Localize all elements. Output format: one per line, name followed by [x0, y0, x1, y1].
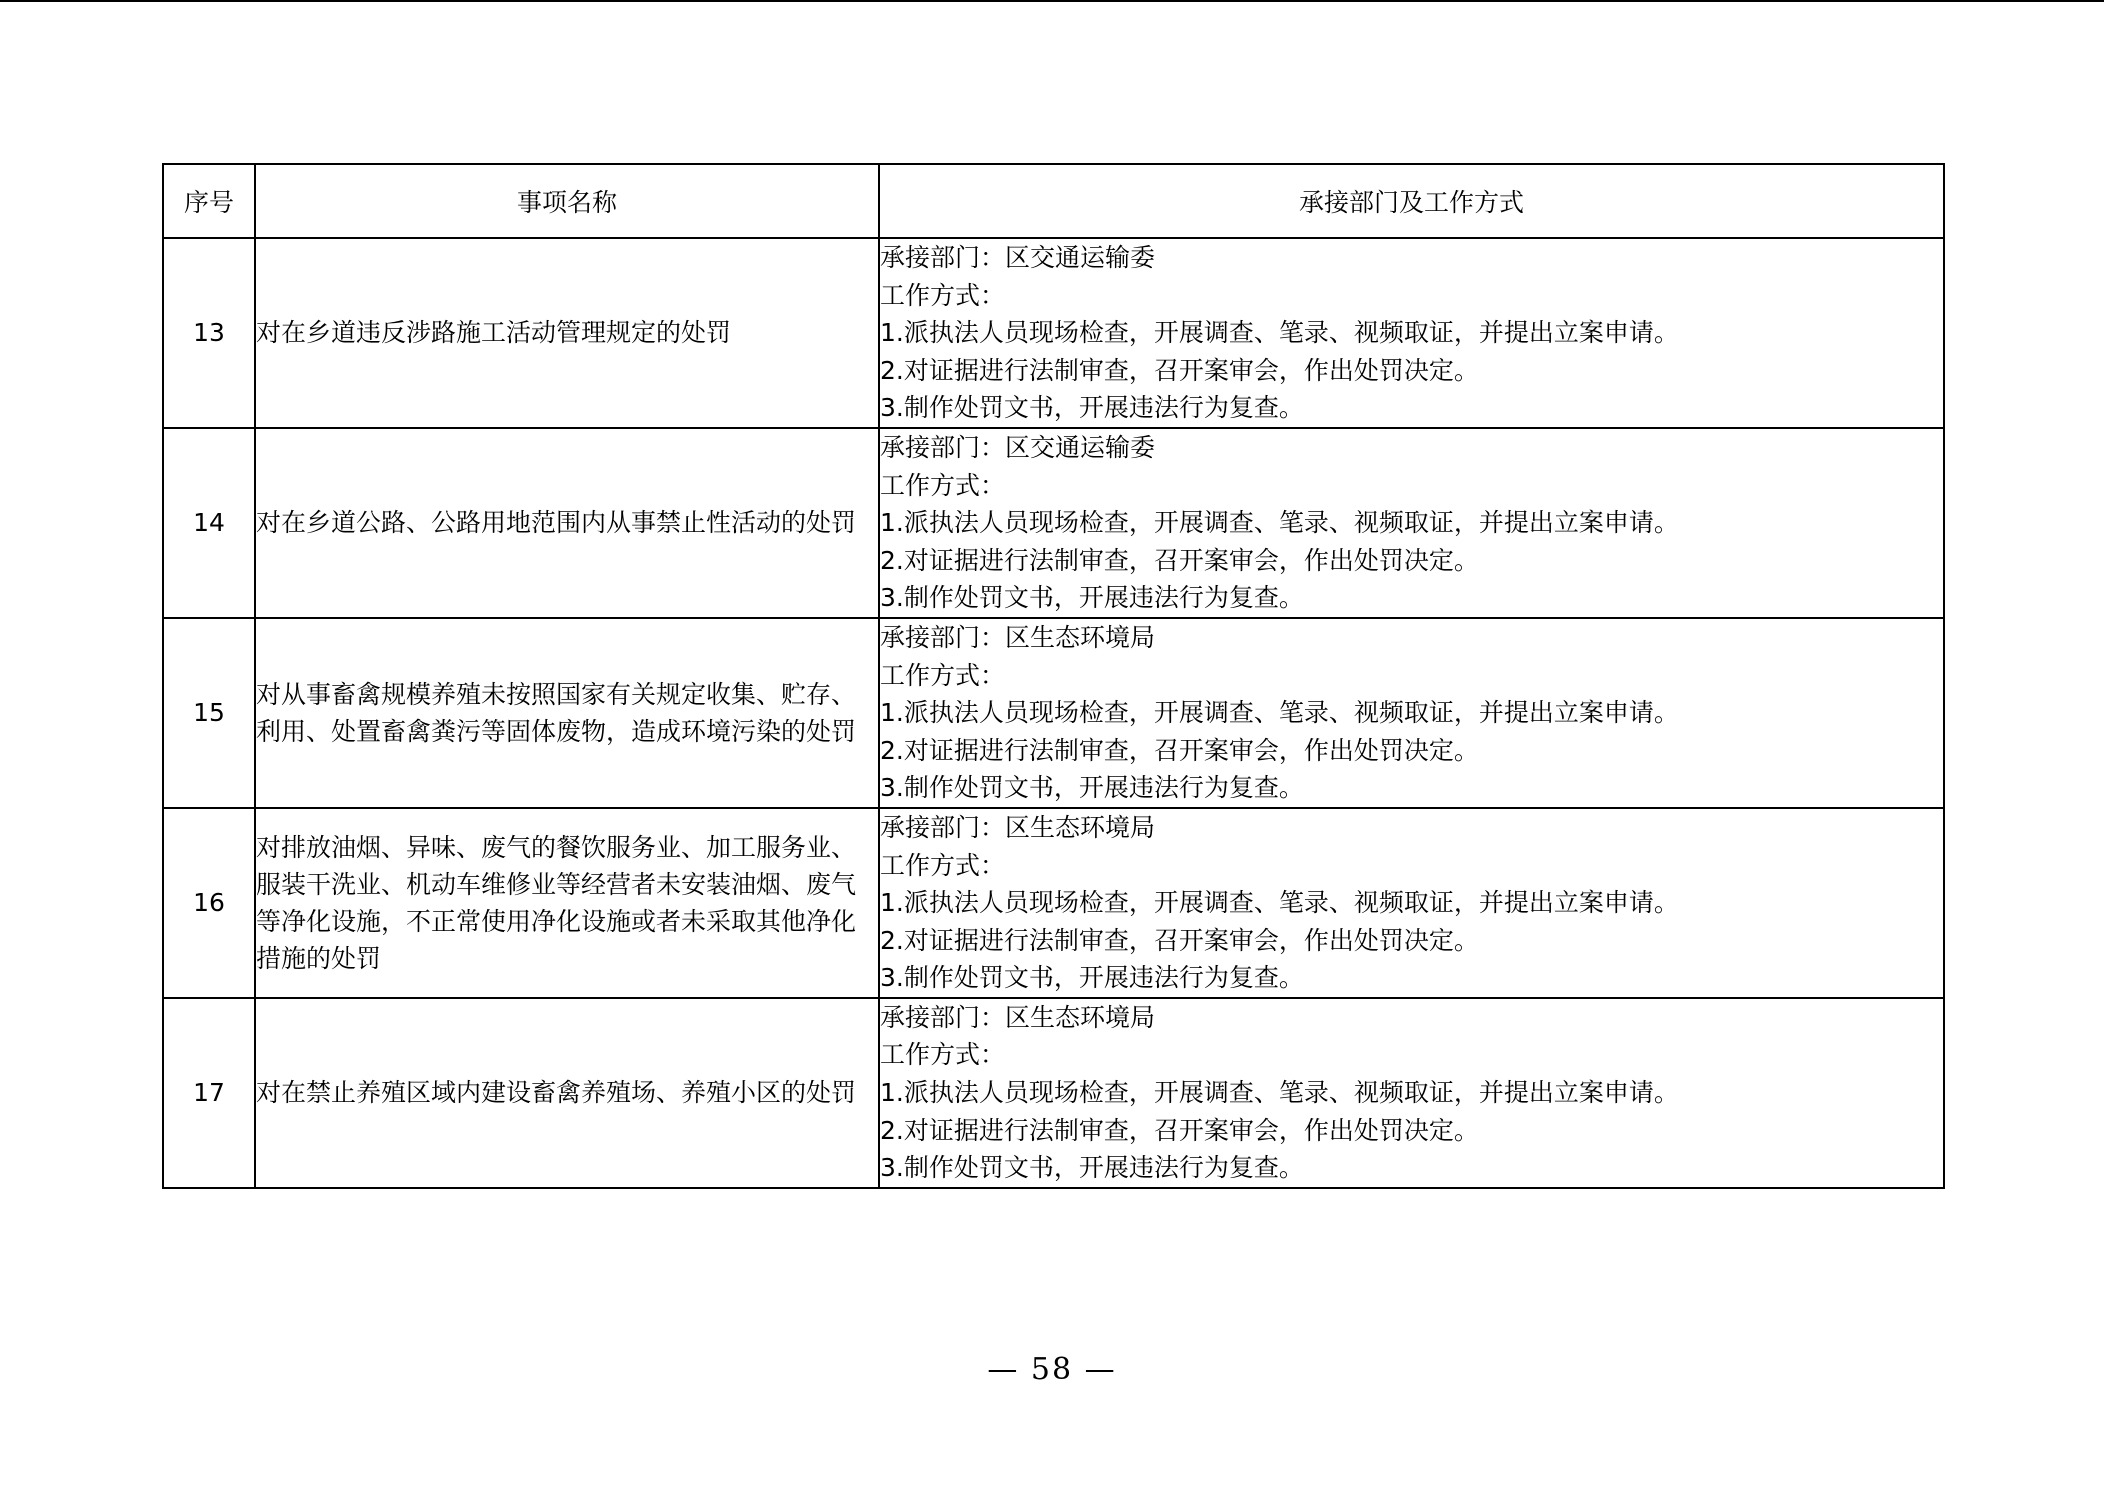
- method-step: 3.制作处罚文书，开展违法行为复查。: [880, 583, 1304, 613]
- department-label: 承接部门：区生态环境局: [880, 1002, 1156, 1032]
- matter-name: 对在乡道公路、公路用地范围内从事禁止性活动的处罚: [255, 428, 879, 618]
- method-step: 3.制作处罚文书，开展违法行为复查。: [880, 1153, 1304, 1183]
- matter-name: 对排放油烟、异味、废气的餐饮服务业、加工服务业、服装干洗业、机动车维修业等经营者未安装油烟、废气等净化设施，不正常使用净化设施或者未采取其他净化措施的处罚: [255, 808, 879, 998]
- department-label: 承接部门：区交通运输委: [880, 243, 1156, 272]
- method-step: 2.对证据进行法制审查，召开案审会，作出处罚决定。: [880, 545, 1479, 575]
- row-number: 15: [163, 618, 255, 808]
- table-header-row: [163, 164, 1944, 238]
- matter-name: 对在禁止养殖区域内建设畜禽养殖场、养殖小区的处罚: [255, 998, 879, 1188]
- top-border-rule: [0, 0, 2104, 2]
- header-matter-name: 事项名称: [255, 164, 879, 238]
- method-label: 工作方式：: [880, 470, 1006, 500]
- department-label: 承接部门：区交通运输委: [880, 432, 1156, 462]
- method-step: 2.对证据进行法制审查，召开案审会，作出处罚决定。: [880, 355, 1479, 385]
- table-row: [163, 998, 1944, 1188]
- department-cell: [879, 428, 1944, 618]
- method-label: 工作方式：: [880, 850, 1006, 880]
- department-cell: [879, 808, 1944, 998]
- method-step: 2.对证据进行法制审查，召开案审会，作出处罚决定。: [880, 925, 1479, 955]
- table-row: [163, 428, 1944, 618]
- method-label: 工作方式：: [880, 280, 1006, 310]
- department-cell: [879, 238, 1944, 428]
- table-row: [163, 238, 1944, 428]
- method-step: 1.派执法人员现场检查，开展调查、笔录、视频取证，并提出立案申请。: [880, 698, 1679, 728]
- method-label: 工作方式：: [880, 660, 1006, 690]
- matter-name: 对从事畜禽规模养殖未按照国家有关规定收集、贮存、利用、处置畜禽粪污等固体废物，造成环境污染的处罚: [255, 618, 879, 808]
- department-label: 承接部门：区生态环境局: [880, 812, 1156, 842]
- header-serial-number: 序号: [163, 164, 255, 238]
- method-step: 3.制作处罚文书，开展违法行为复查。: [880, 963, 1304, 993]
- method-step: 3.制作处罚文书，开展违法行为复查。: [880, 773, 1304, 803]
- method-step: 1.派执法人员现场检查，开展调查、笔录、视频取证，并提出立案申请。: [880, 888, 1679, 918]
- row-number: 16: [163, 808, 255, 998]
- method-step: 1.派执法人员现场检查，开展调查、笔录、视频取证，并提出立案申请。: [880, 508, 1679, 538]
- row-number: 13: [163, 238, 255, 428]
- header-department-and-method: 承接部门及工作方式: [879, 164, 1944, 238]
- table-row: [163, 808, 1944, 998]
- matters-table: [162, 163, 1945, 1189]
- table-row: [163, 618, 1944, 808]
- method-label: 工作方式：: [880, 1040, 1006, 1070]
- method-step: 2.对证据进行法制审查，召开案审会，作出处罚决定。: [880, 735, 1479, 765]
- page-number: — 58 —: [987, 1352, 1117, 1387]
- matter-name: 对在乡道违反涉路施工活动管理规定的处罚: [255, 238, 879, 428]
- method-step: 1.派执法人员现场检查，开展调查、笔录、视频取证，并提出立案申请。: [880, 1078, 1679, 1108]
- department-cell: [879, 618, 1944, 808]
- department-label: 承接部门：区生态环境局: [880, 622, 1156, 652]
- row-number: 17: [163, 998, 255, 1188]
- method-step: 2.对证据进行法制审查，召开案审会，作出处罚决定。: [880, 1115, 1479, 1145]
- department-cell: [879, 998, 1944, 1188]
- method-step: 3.制作处罚文书，开展违法行为复查。: [880, 393, 1304, 423]
- method-step: 1.派执法人员现场检查，开展调查、笔录、视频取证，并提出立案申请。: [880, 318, 1679, 348]
- row-number: 14: [163, 428, 255, 618]
